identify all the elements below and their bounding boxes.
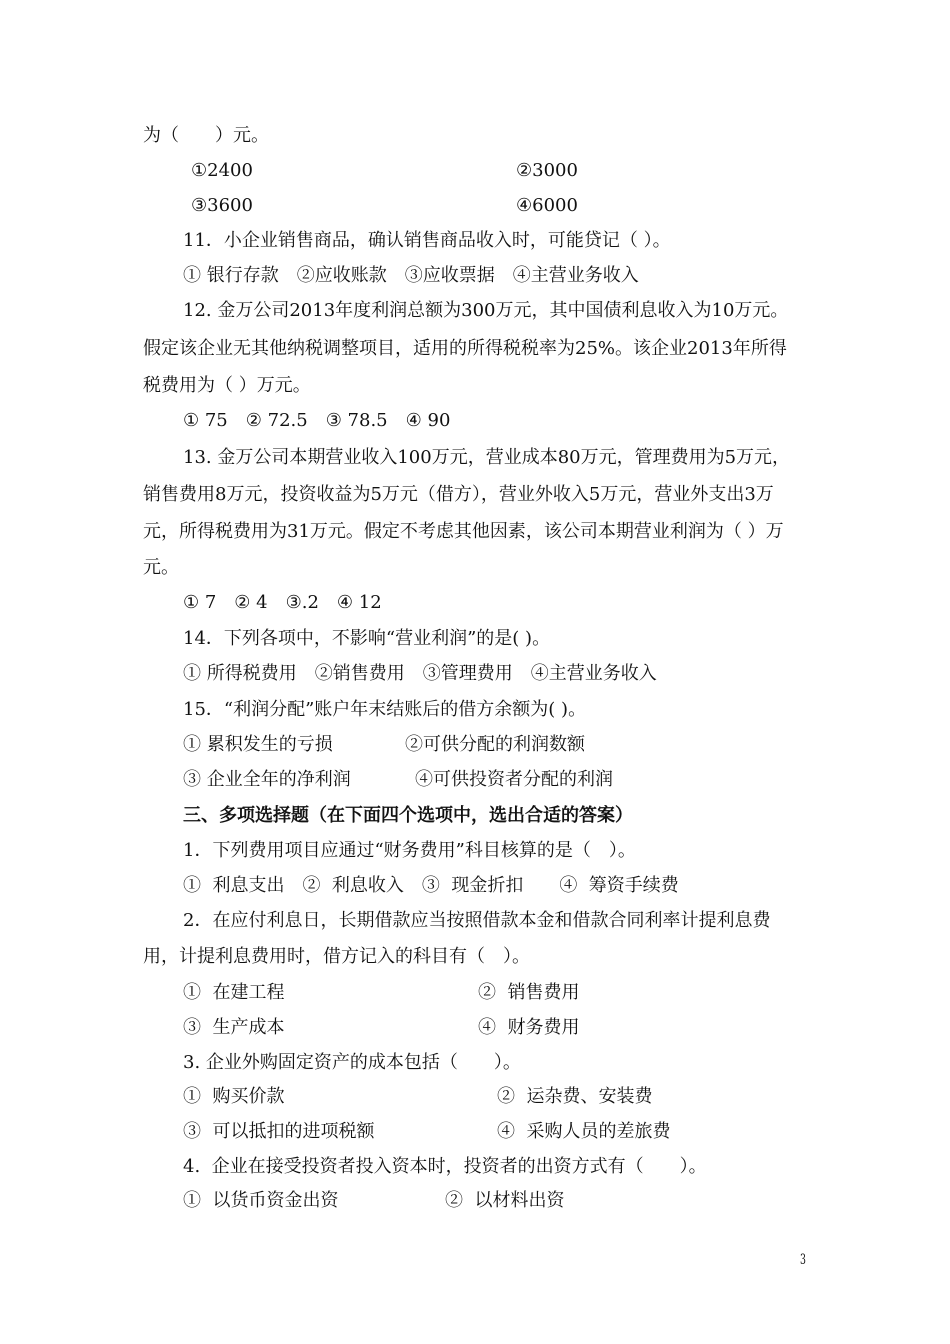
page-number: 3 <box>800 1252 806 1268</box>
option-text: ② 销售费用 <box>478 982 580 1003</box>
option-text: ① 75 ② 72.5 ③ 78.5 ④ 90 <box>183 410 451 431</box>
option-text: ③ 可以抵扣的进项税额 <box>183 1121 375 1142</box>
option-text: ④ 采购人员的差旅费 <box>497 1121 671 1142</box>
option-text: ① 7 ② 4 ③.2 ④ 12 <box>183 592 382 613</box>
option-text: ②可供分配的利润数额 <box>405 734 585 755</box>
option-text: ① 在建工程 <box>183 982 285 1003</box>
question-text: 4. 企业在接受投资者投入资本时，投资者的出资方式有（ ）。 <box>183 1156 707 1177</box>
option-text: ① 利息支出 ② 利息收入 ③ 现金折扣 ④ 筹资手续费 <box>183 875 679 896</box>
option-text: ①2400 <box>191 160 253 181</box>
option-text: ④ 财务费用 <box>478 1017 580 1038</box>
question-text: 3. 企业外购固定资产的成本包括（ ）。 <box>183 1052 521 1073</box>
text-line: 元。 <box>143 557 179 578</box>
option-text: ② 以材料出资 <box>445 1190 565 1211</box>
question-text: 12. 金万公司2013年度利润总额为300万元，其中国债利息收入为10万元。 <box>183 300 789 321</box>
option-text: ④6000 <box>516 195 578 216</box>
option-text: ① 购买价款 <box>183 1086 285 1107</box>
question-text: 2．在应付利息日，长期借款应当按照借款本金和借款合同利率计提利息费 <box>183 910 771 931</box>
question-text: 11．小企业销售商品，确认销售商品收入时，可能贷记（ ）。 <box>183 230 671 251</box>
text-line: 销售费用8万元，投资收益为5万元（借方），营业外收入5万元，营业外支出3万 <box>143 484 774 505</box>
option-text: ① 银行存款 ②应收账款 ③应收票据 ④主营业务收入 <box>183 265 639 286</box>
option-text: ② 运杂费、安装费 <box>497 1086 653 1107</box>
question-text: 1．下列费用项目应通过“财务费用”科目核算的是（ ）。 <box>183 840 636 861</box>
option-text: ① 累积发生的亏损 <box>183 734 333 755</box>
text-line: 为（ ）元。 <box>143 125 269 146</box>
option-text: ① 以货币资金出资 <box>183 1190 339 1211</box>
question-text: 13. 金万公司本期营业收入100万元，营业成本80万元，管理费用为5万元， <box>183 447 791 468</box>
question-text: 14．下列各项中，不影响“营业利润”的是( )。 <box>183 628 551 649</box>
text-line: 税费用为（ ）万元。 <box>143 375 311 396</box>
option-text: ③ 生产成本 <box>183 1017 285 1038</box>
option-text: ③ 企业全年的净利润 <box>183 769 351 790</box>
section-heading: 三、多项选择题（在下面四个选项中，选出合适的答案） <box>183 805 633 826</box>
text-line: 用，计提利息费用时，借方记入的科目有（ ）。 <box>143 946 530 967</box>
option-text: ③3600 <box>191 195 253 216</box>
option-text: ④可供投资者分配的利润 <box>415 769 613 790</box>
text-line: 假定该企业无其他纳税调整项目，适用的所得税税率为25%。该企业2013年所得 <box>143 338 787 359</box>
option-text: ① 所得税费用 ②销售费用 ③管理费用 ④主营业务收入 <box>183 663 657 684</box>
option-text: ②3000 <box>516 160 578 181</box>
question-text: 15．“利润分配”账户年末结账后的借方余额为( )。 <box>183 699 587 720</box>
text-line: 元，所得税费用为31万元。假定不考虑其他因素，该公司本期营业利润为（ ）万 <box>143 521 784 542</box>
